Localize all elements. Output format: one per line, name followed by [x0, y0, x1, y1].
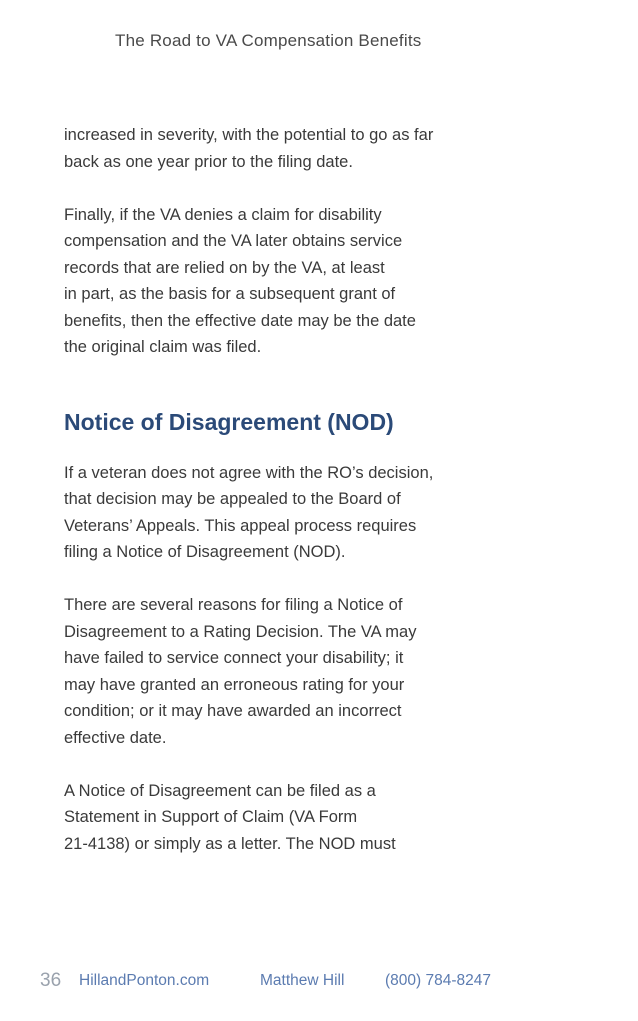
paragraph-nod-reasons — [64, 592, 534, 751]
text-line: Statement in Support of Claim (VA Form — [64, 808, 358, 826]
text-line: Finally, if the VA denies a claim for disability — [64, 205, 382, 224]
text-line: filing a Notice of Disagreement (NOD). — [64, 543, 346, 561]
running-header: The Road to VA Compensation Benefits — [115, 31, 422, 50]
text-line: compensation and the VA later obtains service — [64, 232, 403, 250]
text-line: A Notice of Disagreement can be filed as a — [64, 781, 376, 800]
text-line: in part, as the basis for a subsequent grant of — [64, 285, 396, 303]
paragraph-service-records — [64, 202, 534, 361]
paragraph-effective-date-severity — [64, 122, 534, 175]
section-heading: Notice of Disagreement (NOD) — [64, 408, 394, 435]
text-line: may have granted an erroneous rating for your — [64, 675, 405, 694]
text-line: 21-4138) or simply as a letter. The NOD must — [64, 834, 396, 853]
text-line: records that are relied on by the VA, at least — [64, 258, 385, 277]
text-line: condition; or it may have awarded an incorrect — [64, 702, 402, 720]
page-content — [64, 122, 534, 857]
website-link[interactable]: HillandPonton.com — [79, 972, 210, 989]
text-line: If a veteran does not agree with the RO’s decision, — [64, 463, 434, 482]
text-line: There are several reasons for filing a Notice of — [64, 596, 403, 614]
text-line: benefits, then the effective date may be the date — [64, 311, 416, 330]
text-line: increased in severity, with the potential to go as far — [64, 126, 434, 144]
text-line: that decision may be appealed to the Board of — [64, 490, 401, 508]
paragraph-nod-intro — [64, 460, 534, 566]
text-line: Disagreement to a Rating Decision. The VA may — [64, 622, 417, 641]
text-line: the original claim was filed. — [64, 338, 262, 356]
text-line: back as one year prior to the filing date. — [64, 152, 353, 171]
author-name: Matthew Hill — [260, 972, 345, 989]
phone-number[interactable]: (800) 784-8247 — [385, 972, 491, 989]
text-line: Veterans’ Appeals. This appeal process requires — [64, 516, 417, 535]
page-number: 36 — [40, 970, 62, 991]
paragraph-nod-filing — [64, 778, 534, 858]
text-line: effective date. — [64, 728, 167, 747]
text-line: have failed to service connect your disability; it — [64, 649, 404, 667]
